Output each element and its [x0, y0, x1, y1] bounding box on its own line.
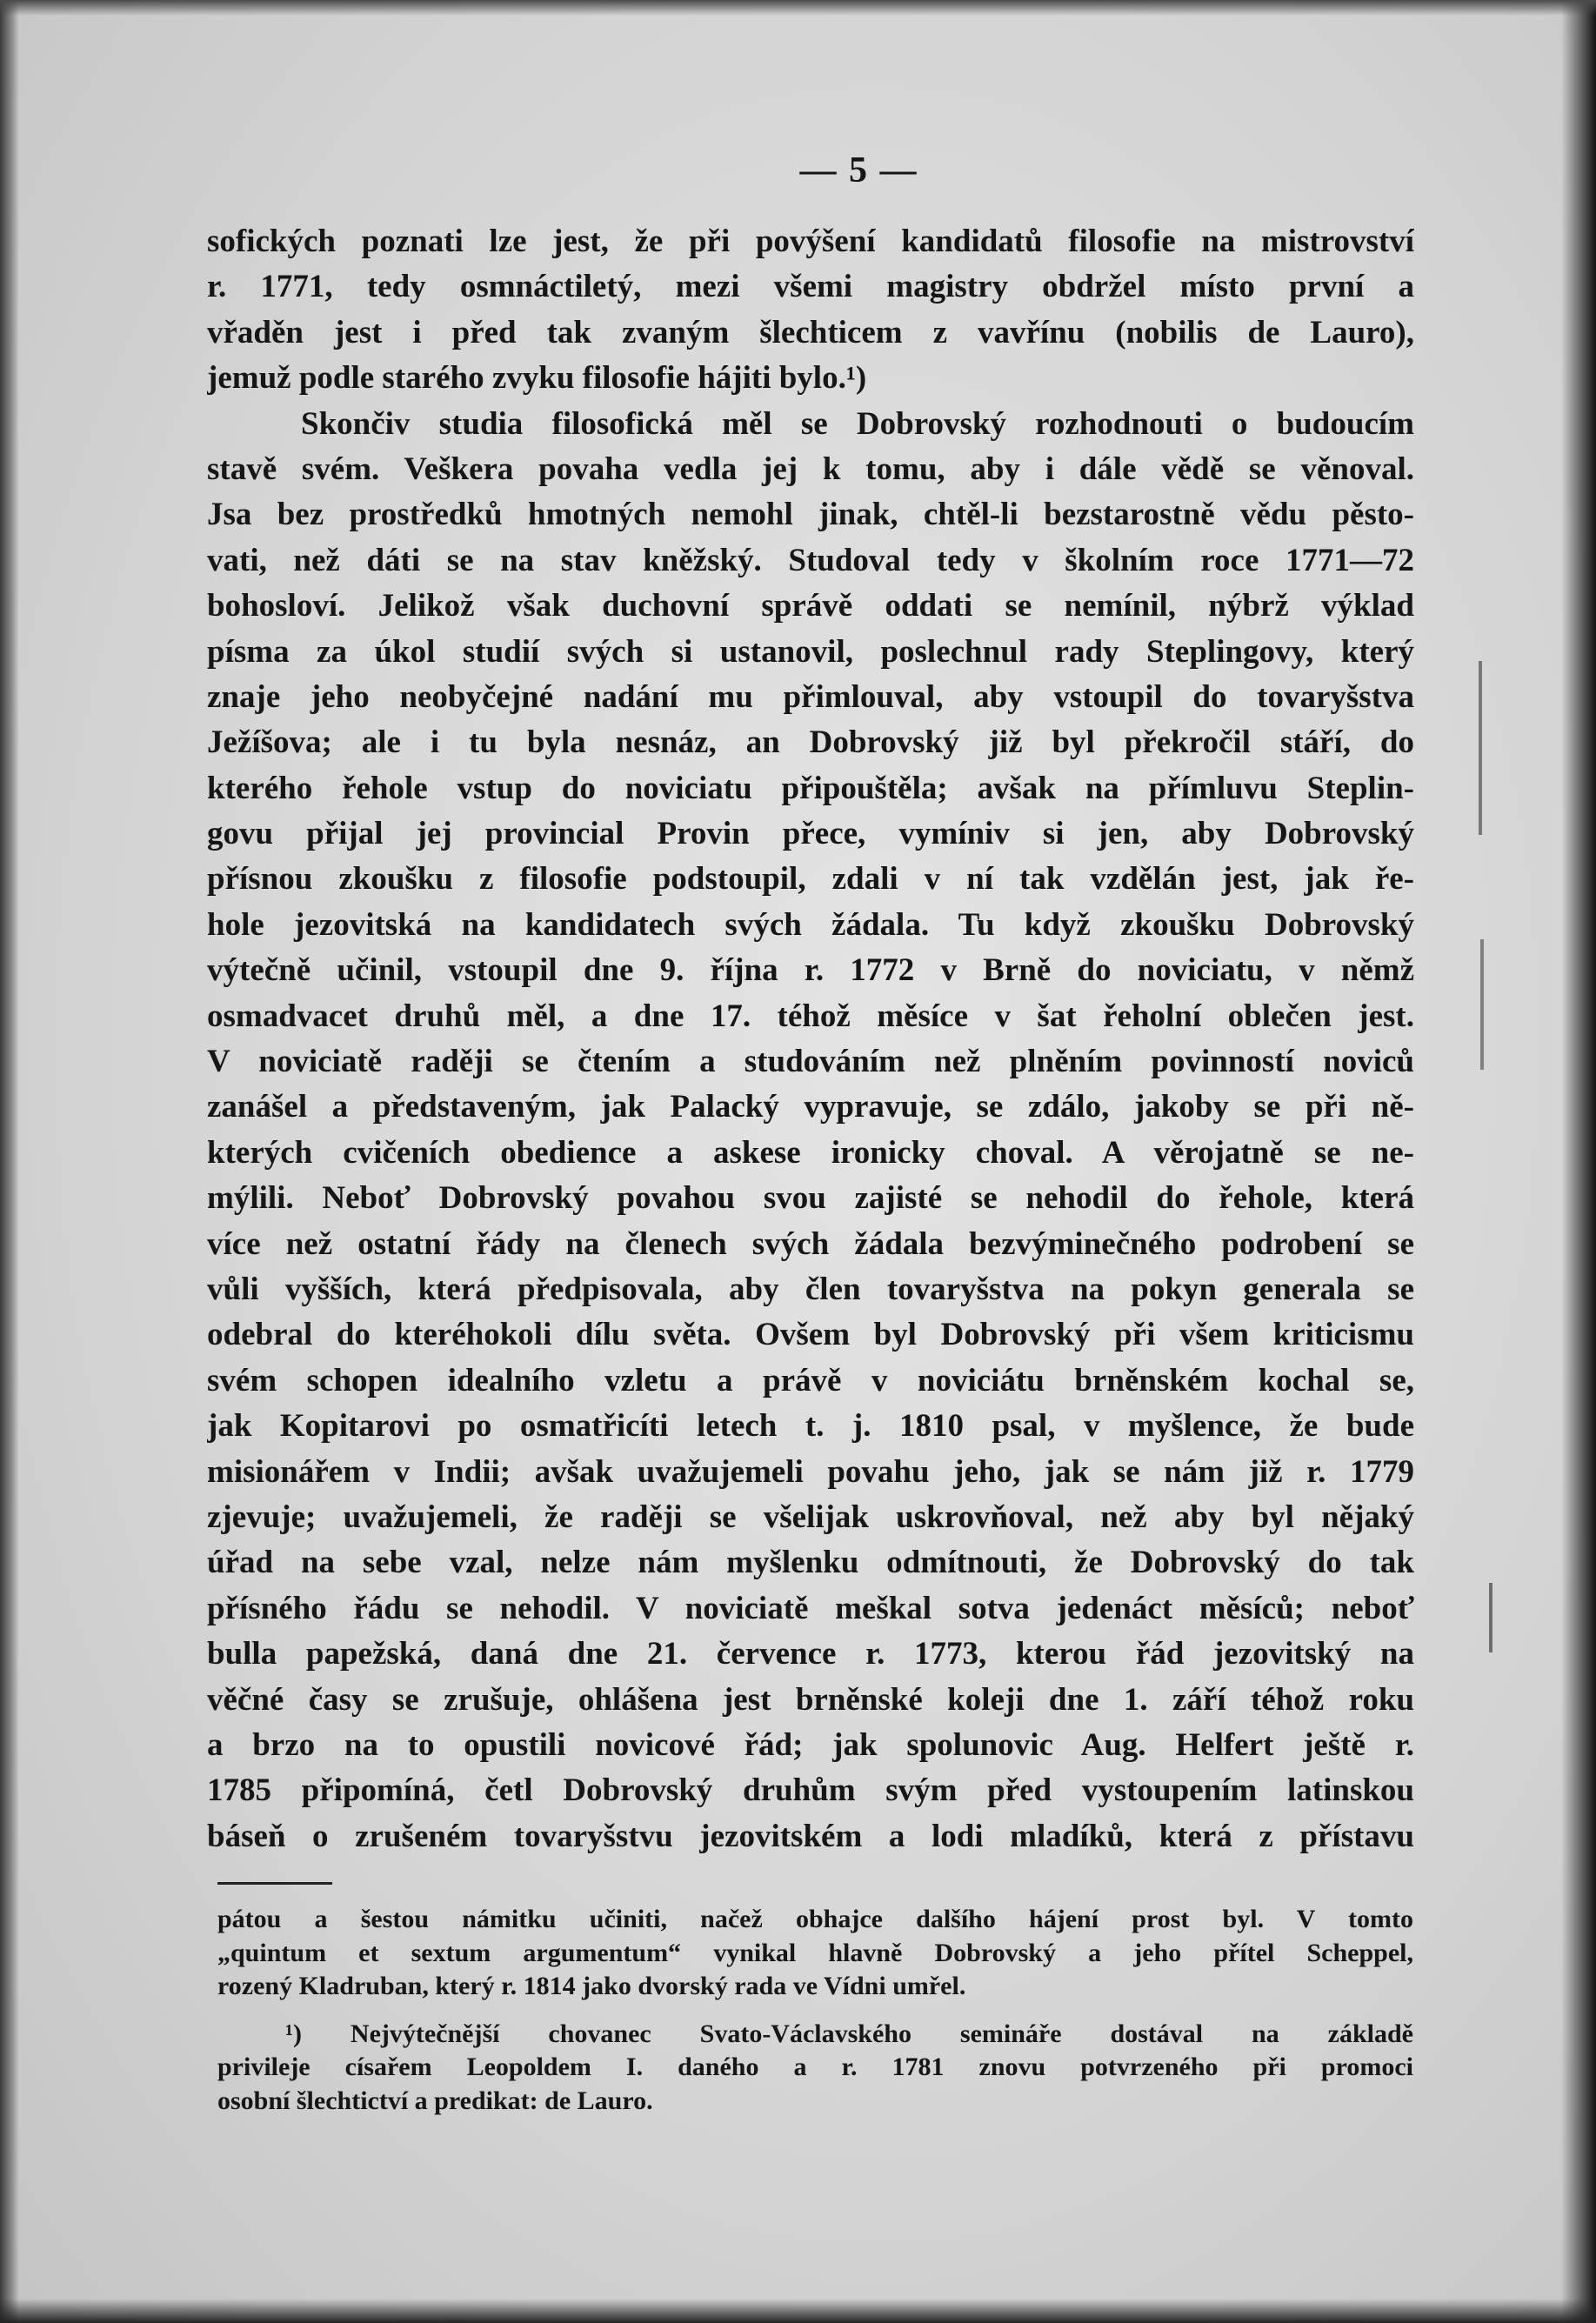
- scan-shadow-top: [0, 0, 1596, 16]
- text-line: hole jezovitská na kandidatech svých žádala. Tu když zkoušku Dobrovský: [207, 906, 1414, 943]
- text-line: stavě svém. Veškera povaha vedla jej k tomu, aby i dále vědě se věnoval.: [207, 451, 1414, 487]
- text-line: bulla papežská, daná dne 21. července r. 1773, kterou řád jezovitský na: [207, 1636, 1414, 1672]
- text-line: vřaděn jest i před tak zvaným šlechticem z vavřínu (nobilis de Lauro),: [207, 314, 1414, 350]
- scan-shadow-bottom: [0, 2299, 1596, 2323]
- text-line: jemuž podle starého zvyku filosofie hájiti bylo.¹): [207, 360, 867, 397]
- text-line: 1785 připomíná, četl Dobrovský druhům svým před vystoupením latinskou: [207, 1772, 1414, 1809]
- text-line: misionářem v Indii; avšak uvažujemeli povahu jeho, jak se nám již r. 1779: [207, 1453, 1414, 1490]
- footnote-line: ¹) Nejvýtečnější chovanec Svato-Václavského semináře dostával na základě: [285, 2019, 1413, 2048]
- text-line: kterého řehole vstup do noviciatu připouštěla; avšak na přímluvu Steplin-: [207, 770, 1414, 806]
- footnote-line: rozený Kladruban, který r. 1814 jako dvorský rada ve Vídni umřel.: [217, 1972, 966, 2000]
- footnote-line: „quintum et sextum argumentum“ vynikal hlavně Dobrovský a jeho přítel Scheppel,: [217, 1938, 1413, 1967]
- text-line: odebral do kteréhokoli dílu světa. Ovšem byl Dobrovský při všem kriticismu: [207, 1317, 1414, 1353]
- text-line: Ježíšova; ale i tu byla nesnáz, an Dobrovský již byl překročil stáří, do: [207, 724, 1414, 761]
- text-line: zjevuje; uvažujemeli, že raději se všelijak uskrovňoval, než aby byl nějaký: [207, 1499, 1414, 1535]
- text-line: V noviciatě raději se čtením a studováním než plněním povinností noviců: [207, 1044, 1414, 1080]
- text-line: zanášel a představeným, jak Palacký vypravuje, se zdálo, jakoby se při ně-: [207, 1089, 1414, 1125]
- text-line: bohosloví. Jelikož však duchovní správě oddati se nemínil, nýbrž výklad: [207, 588, 1414, 624]
- text-line: znaje jeho neobyčejné nadání mu přimlouval, aby vstoupil do tovaryšstva: [207, 678, 1414, 715]
- text-line: věčné časy se zrušuje, ohlášena jest brněnské koleji dne 1. září téhož roku: [207, 1681, 1414, 1718]
- text-line: a brzo na to opustili novicové řád; jak spolunovic Aug. Helfert ještě r.: [207, 1726, 1414, 1763]
- text-line: kterých cvičeních obedience a askese ironicky choval. A věrojatně se ne-: [207, 1134, 1414, 1171]
- page-number: — 5 —: [799, 150, 918, 190]
- footnotes: [217, 1903, 1413, 2118]
- footnote-line: pátou a šestou námitku učiniti, načež obhajce dalšího hájení prost byl. V tomto: [217, 1905, 1413, 1933]
- text-line: jak Kopitarovi po osmatřicíti letech t. j. 1810 psal, v myšlence, že bude: [207, 1408, 1414, 1445]
- scan-shadow-left: [0, 0, 19, 2323]
- text-line: vati, než dáti se na stav kněžský. Studoval tedy v školním roce 1771—72: [207, 542, 1414, 578]
- text-line: výtečně učinil, vstoupil dne 9. října r. 1772 v Brně do noviciatu, v němž: [207, 952, 1414, 989]
- margin-mark: [1489, 1583, 1492, 1652]
- footnote-line: osobní šlechtictví a predikat: de Lauro.: [217, 2086, 653, 2115]
- text-line: Skončiv studia filosofická měl se Dobrovský rozhodnouti o budoucím: [301, 405, 1414, 442]
- text-line: mýlili. Neboť Dobrovský povahou svou zajisté se nehodil do řehole, která: [207, 1180, 1414, 1217]
- text-line: sofických poznati lze jest, že při povýšení kandidatů filosofie na mistrovství: [207, 224, 1414, 259]
- text-line: přísnou zkoušku z filosofie podstoupil, zdali v ní tak vzdělán jest, jak ře-: [207, 861, 1414, 898]
- text-line: Jsa bez prostředků hmotných nemohl jinak, chtěl-li bezstarostně vědu pěsto-: [207, 497, 1414, 533]
- footnote-line: privileje císařem Leopoldem I. daného a r. 1781 znovu potvrzeného při promoci: [217, 2053, 1413, 2081]
- text-line: více než ostatní řády na členech svých žádala bezvýminečného podrobení se: [207, 1225, 1414, 1262]
- text-line: úřad na sebe vzal, nelze nám myšlenku odmítnouti, že Dobrovský do tak: [207, 1545, 1414, 1581]
- margin-mark: [1480, 939, 1484, 1070]
- main-text: [207, 219, 1414, 1859]
- text-line: osmadvacet druhů měl, a dne 17. téhož měsíce v šat řeholní oblečen jest.: [207, 998, 1414, 1034]
- footnote-gap: [217, 2004, 1413, 2018]
- text-line: vůli vyšších, která předpisovala, aby člen tovaryšstva na pokyn generala se: [207, 1271, 1414, 1307]
- text-line: svém schopen idealního vzletu a právě v noviciátu brněnském kochal se,: [207, 1362, 1414, 1398]
- footnote-separator: [217, 1882, 332, 1885]
- text-line: písma za úkol studií svých si ustanovil, poslechnul rady Steplingovy, který: [207, 633, 1414, 670]
- text-line: přísného řádu se nehodil. V noviciatě meškal sotva jedenáct měsíců; neboť: [207, 1590, 1414, 1626]
- text-line: r. 1771, tedy osmnáctiletý, mezi všemi magistry obdržel místo první a: [207, 269, 1414, 305]
- scan-shadow-right: [1561, 0, 1596, 2323]
- text-line: báseň o zrušeném tovaryšstvu jezovitském a lodi mladíků, která z přístavu: [207, 1818, 1414, 1854]
- text-line: govu přijal jej provincial Provin přece, vymíniv si jen, aby Dobrovský: [207, 816, 1414, 852]
- margin-mark: [1479, 661, 1482, 835]
